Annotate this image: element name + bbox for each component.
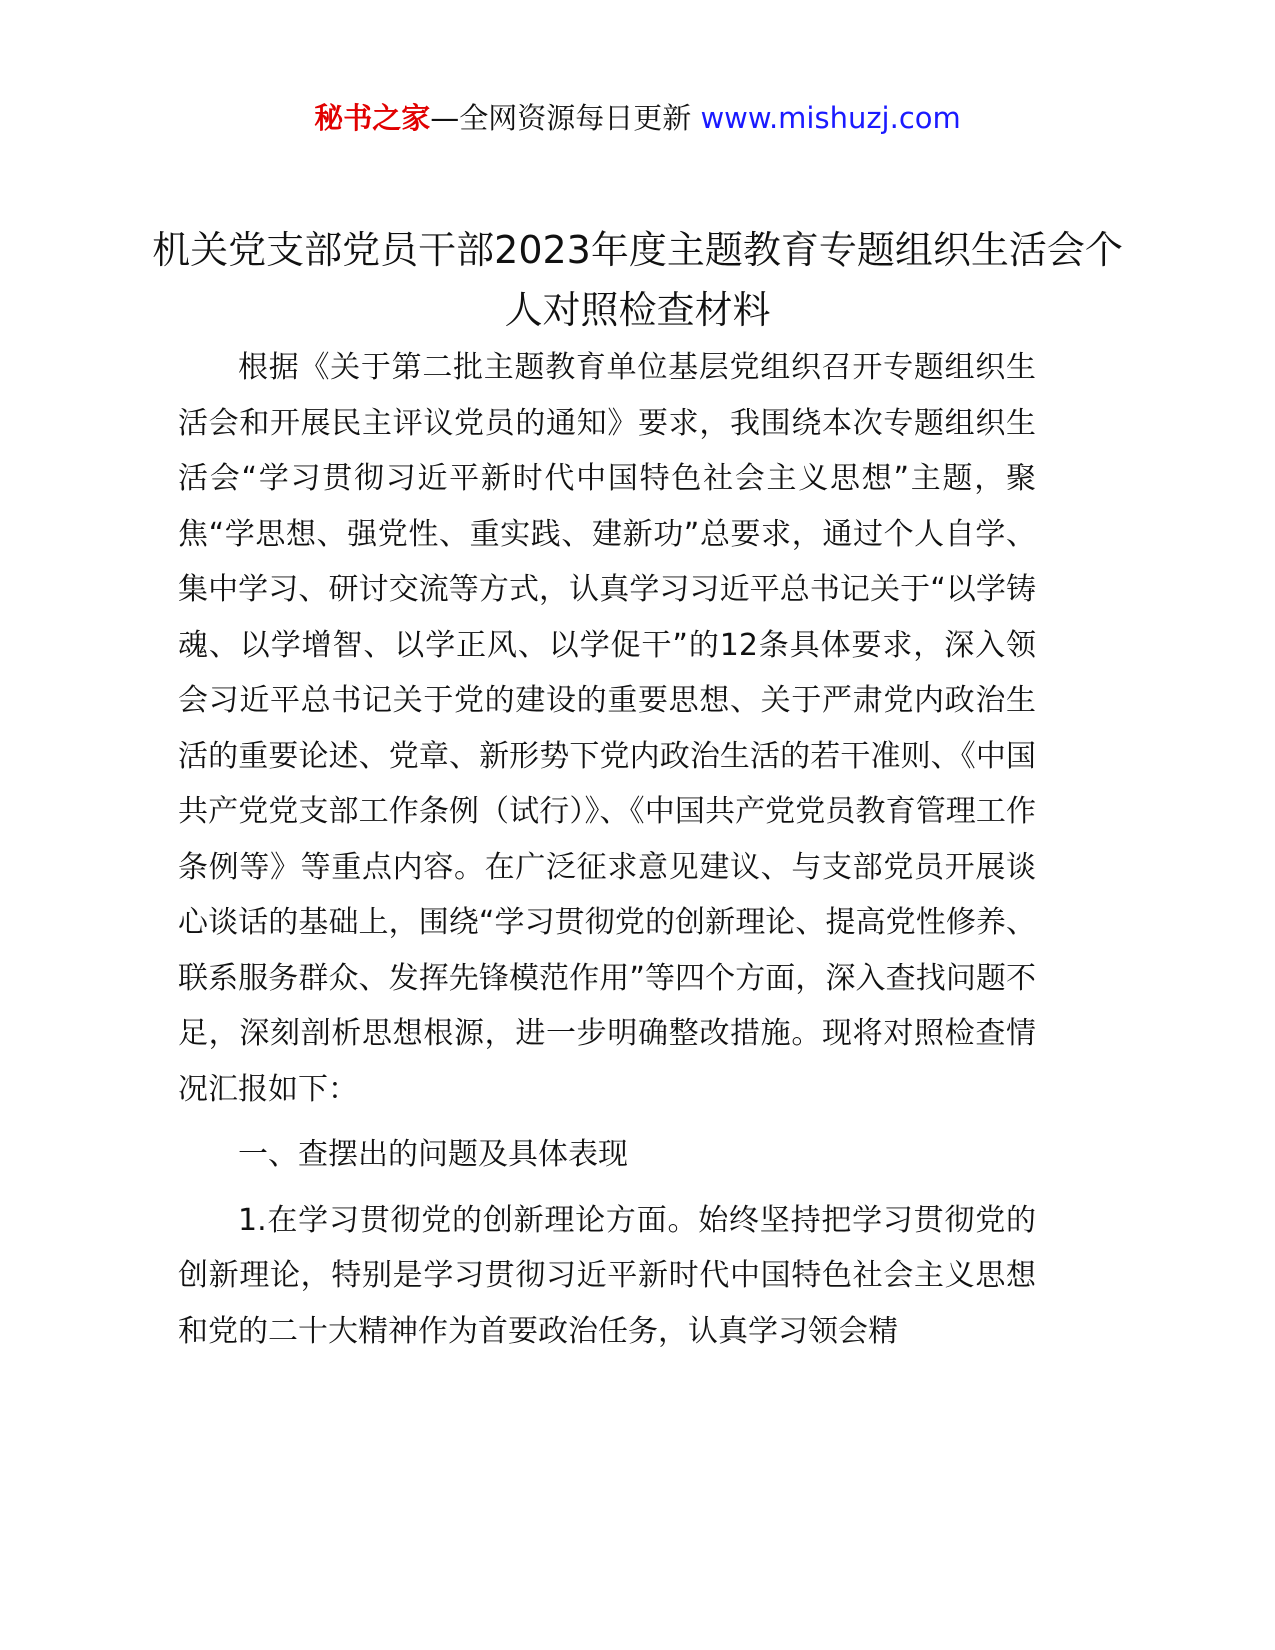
intro-paragraph: 根据《关于第二批主题教育单位基层党组织召开专题组织生活会和开展民主评议党员的通知》要求，我围绕本次专题组织生活会“学习贯彻习近平新时代中国特色社会主义思想”主题，聚焦“学思想、强党性、重实践、建新功”总要求，通过个人自学、集中学习、研讨交流等方式，认真学习习近平总书记关于“以学铸魂、以学增智、以学正风、以学促干”的12条具体要求，深入领会习近平总书记关于党的建设的重要思想、关于严肃党内政治生活的重要论述、党章、新形势下党内政治生活的若干准则、《中国共产党党支部工作条例（试行）》、《中国共产党党员教育管理工作条例等》等重点内容。在广泛征求意见建议、与支部党员开展谈心谈话的基础上，围绕“学习贯彻党的创新理论、提高党性修养、联系服务群众、发挥先锋模范作用”等四个方面，深入查找问题不足，深刻剖析思想根源，进一步明确整改措施。现将对照检查情况汇报如下： xyxy=(178,350,1036,1107)
section-paragraph: 1.在学习贯彻党的创新理论方面。始终坚持把学习贯彻党的创新理论，特别是学习贯彻习近平新时代中国特色社会主义思想和党的二十大精神作为首要政治任务，认真学习领会精 xyxy=(178,1202,1036,1349)
section-heading: 一、查摆出的问题及具体表现 xyxy=(238,1137,628,1172)
site-banner xyxy=(0,98,1275,138)
banner-brand: 秘书之家 xyxy=(314,101,431,135)
document-title: 机关党支部党员干部2023年度主题教育专题组织生活会个人对照检查材料 xyxy=(152,228,1123,332)
banner-url[interactable]: www.mishuzj.com xyxy=(700,101,961,135)
document-body xyxy=(178,340,1036,1359)
banner-tagline: —全网资源每日更新 xyxy=(430,101,692,135)
